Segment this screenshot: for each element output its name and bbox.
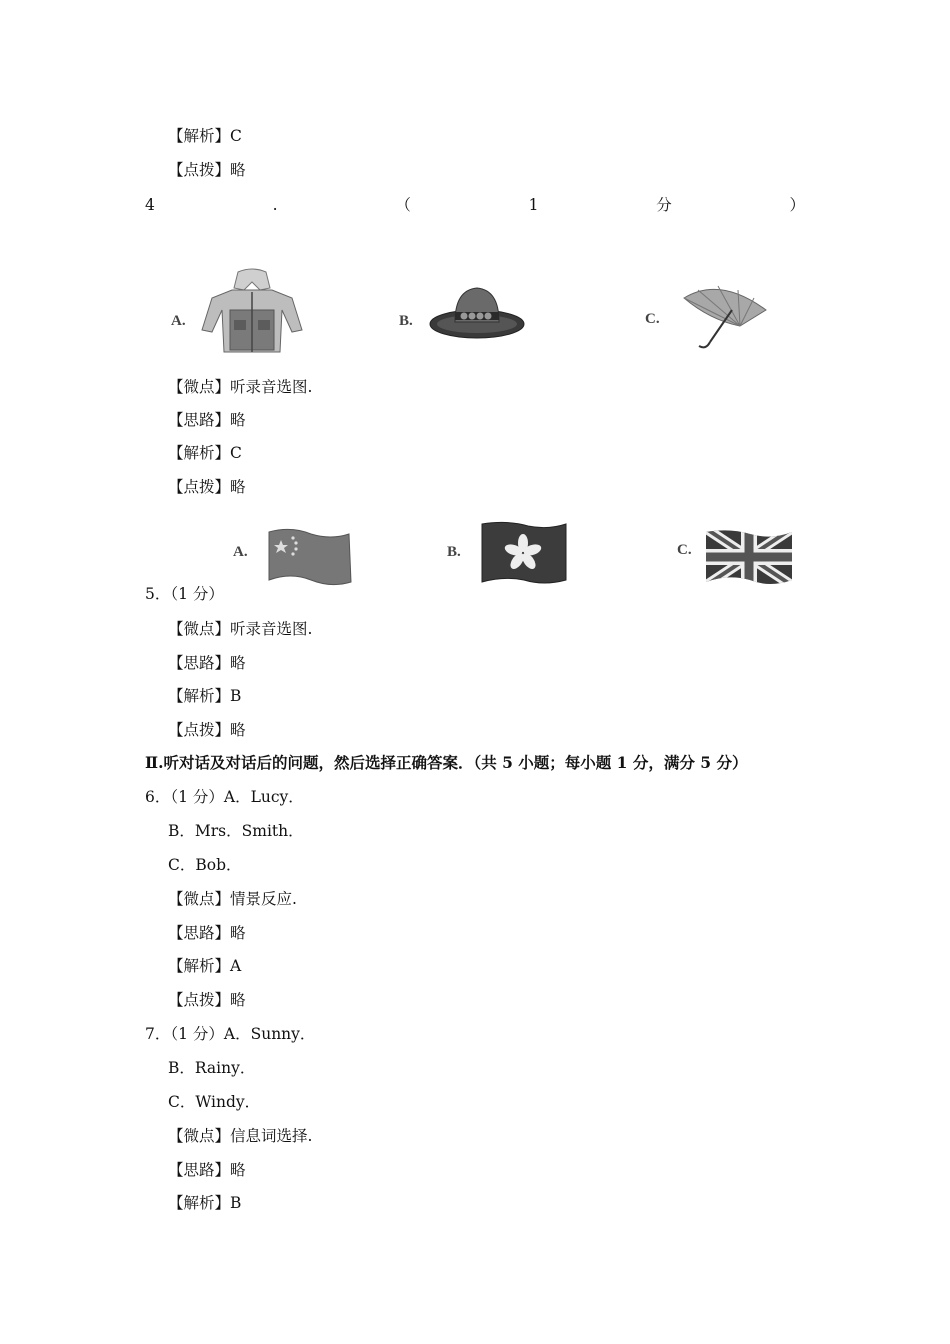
q4-paren-close: ）: [789, 196, 805, 214]
q7-point: 【微点】信息词选择.: [168, 1127, 313, 1145]
q4-number: 4: [145, 196, 155, 214]
q4-point: 【微点】听录音选图.: [168, 378, 313, 396]
q4-paren-open: （: [395, 196, 411, 214]
q5-option-b-label: B.: [447, 544, 461, 560]
q5-point: 【微点】听录音选图.: [168, 620, 313, 638]
q6-tip: 【点拨】略: [168, 991, 246, 1009]
q6-point: 【微点】情景反应.: [168, 890, 297, 908]
q4-analysis: 【解析】C: [168, 444, 242, 462]
q4-option-b-label: B.: [399, 313, 413, 329]
q4-idea: 【思路】略: [168, 411, 246, 429]
q6-option-c: C．Bob．: [168, 856, 242, 874]
q6-idea: 【思路】略: [168, 924, 246, 942]
q3-tip: 【点拨】略: [168, 161, 246, 179]
q4-option-a-label: A.: [171, 313, 186, 329]
q6-analysis: 【解析】A: [168, 957, 242, 975]
q5-idea: 【思路】略: [168, 654, 246, 672]
jacket-icon: [200, 268, 305, 356]
q6-option-b: B．Mrs．Smith．: [168, 822, 304, 840]
q7-idea: 【思路】略: [168, 1161, 246, 1179]
hat-icon: [428, 284, 526, 342]
q5-header: 5．（1 分）: [145, 585, 224, 603]
union-jack-flag-icon: [702, 526, 796, 588]
q7-analysis: 【解析】B: [168, 1194, 242, 1212]
hong-kong-flag-icon: [478, 520, 568, 586]
q4-option-c-label: C.: [645, 311, 660, 327]
q5-tip: 【点拨】略: [168, 721, 246, 739]
q5-option-a-label: A.: [233, 544, 248, 560]
q4-fen: 分: [656, 196, 672, 214]
q4-header: [145, 195, 805, 215]
q4-score: 1: [528, 196, 539, 214]
q7-header: 7．（1 分）A．Sunny．: [145, 1025, 316, 1043]
umbrella-icon: [680, 280, 770, 352]
q3-analysis: 【解析】C: [168, 127, 242, 145]
q7-option-b: B．Rainy．: [168, 1059, 256, 1077]
q5-option-c-label: C.: [677, 542, 692, 558]
q4-tip: 【点拨】略: [168, 478, 246, 496]
q6-header: 6．（1 分）A．Lucy．: [145, 788, 304, 806]
china-flag-icon: [265, 526, 353, 588]
section-2-title: Ⅱ.听对话及对话后的问题，然后选择正确答案．（共 5 小题；每小题 1 分，满分 5 分）: [145, 753, 748, 772]
q4-dot: .: [272, 196, 278, 214]
q7-option-c: C．Windy．: [168, 1093, 261, 1111]
q5-analysis: 【解析】B: [168, 687, 242, 705]
